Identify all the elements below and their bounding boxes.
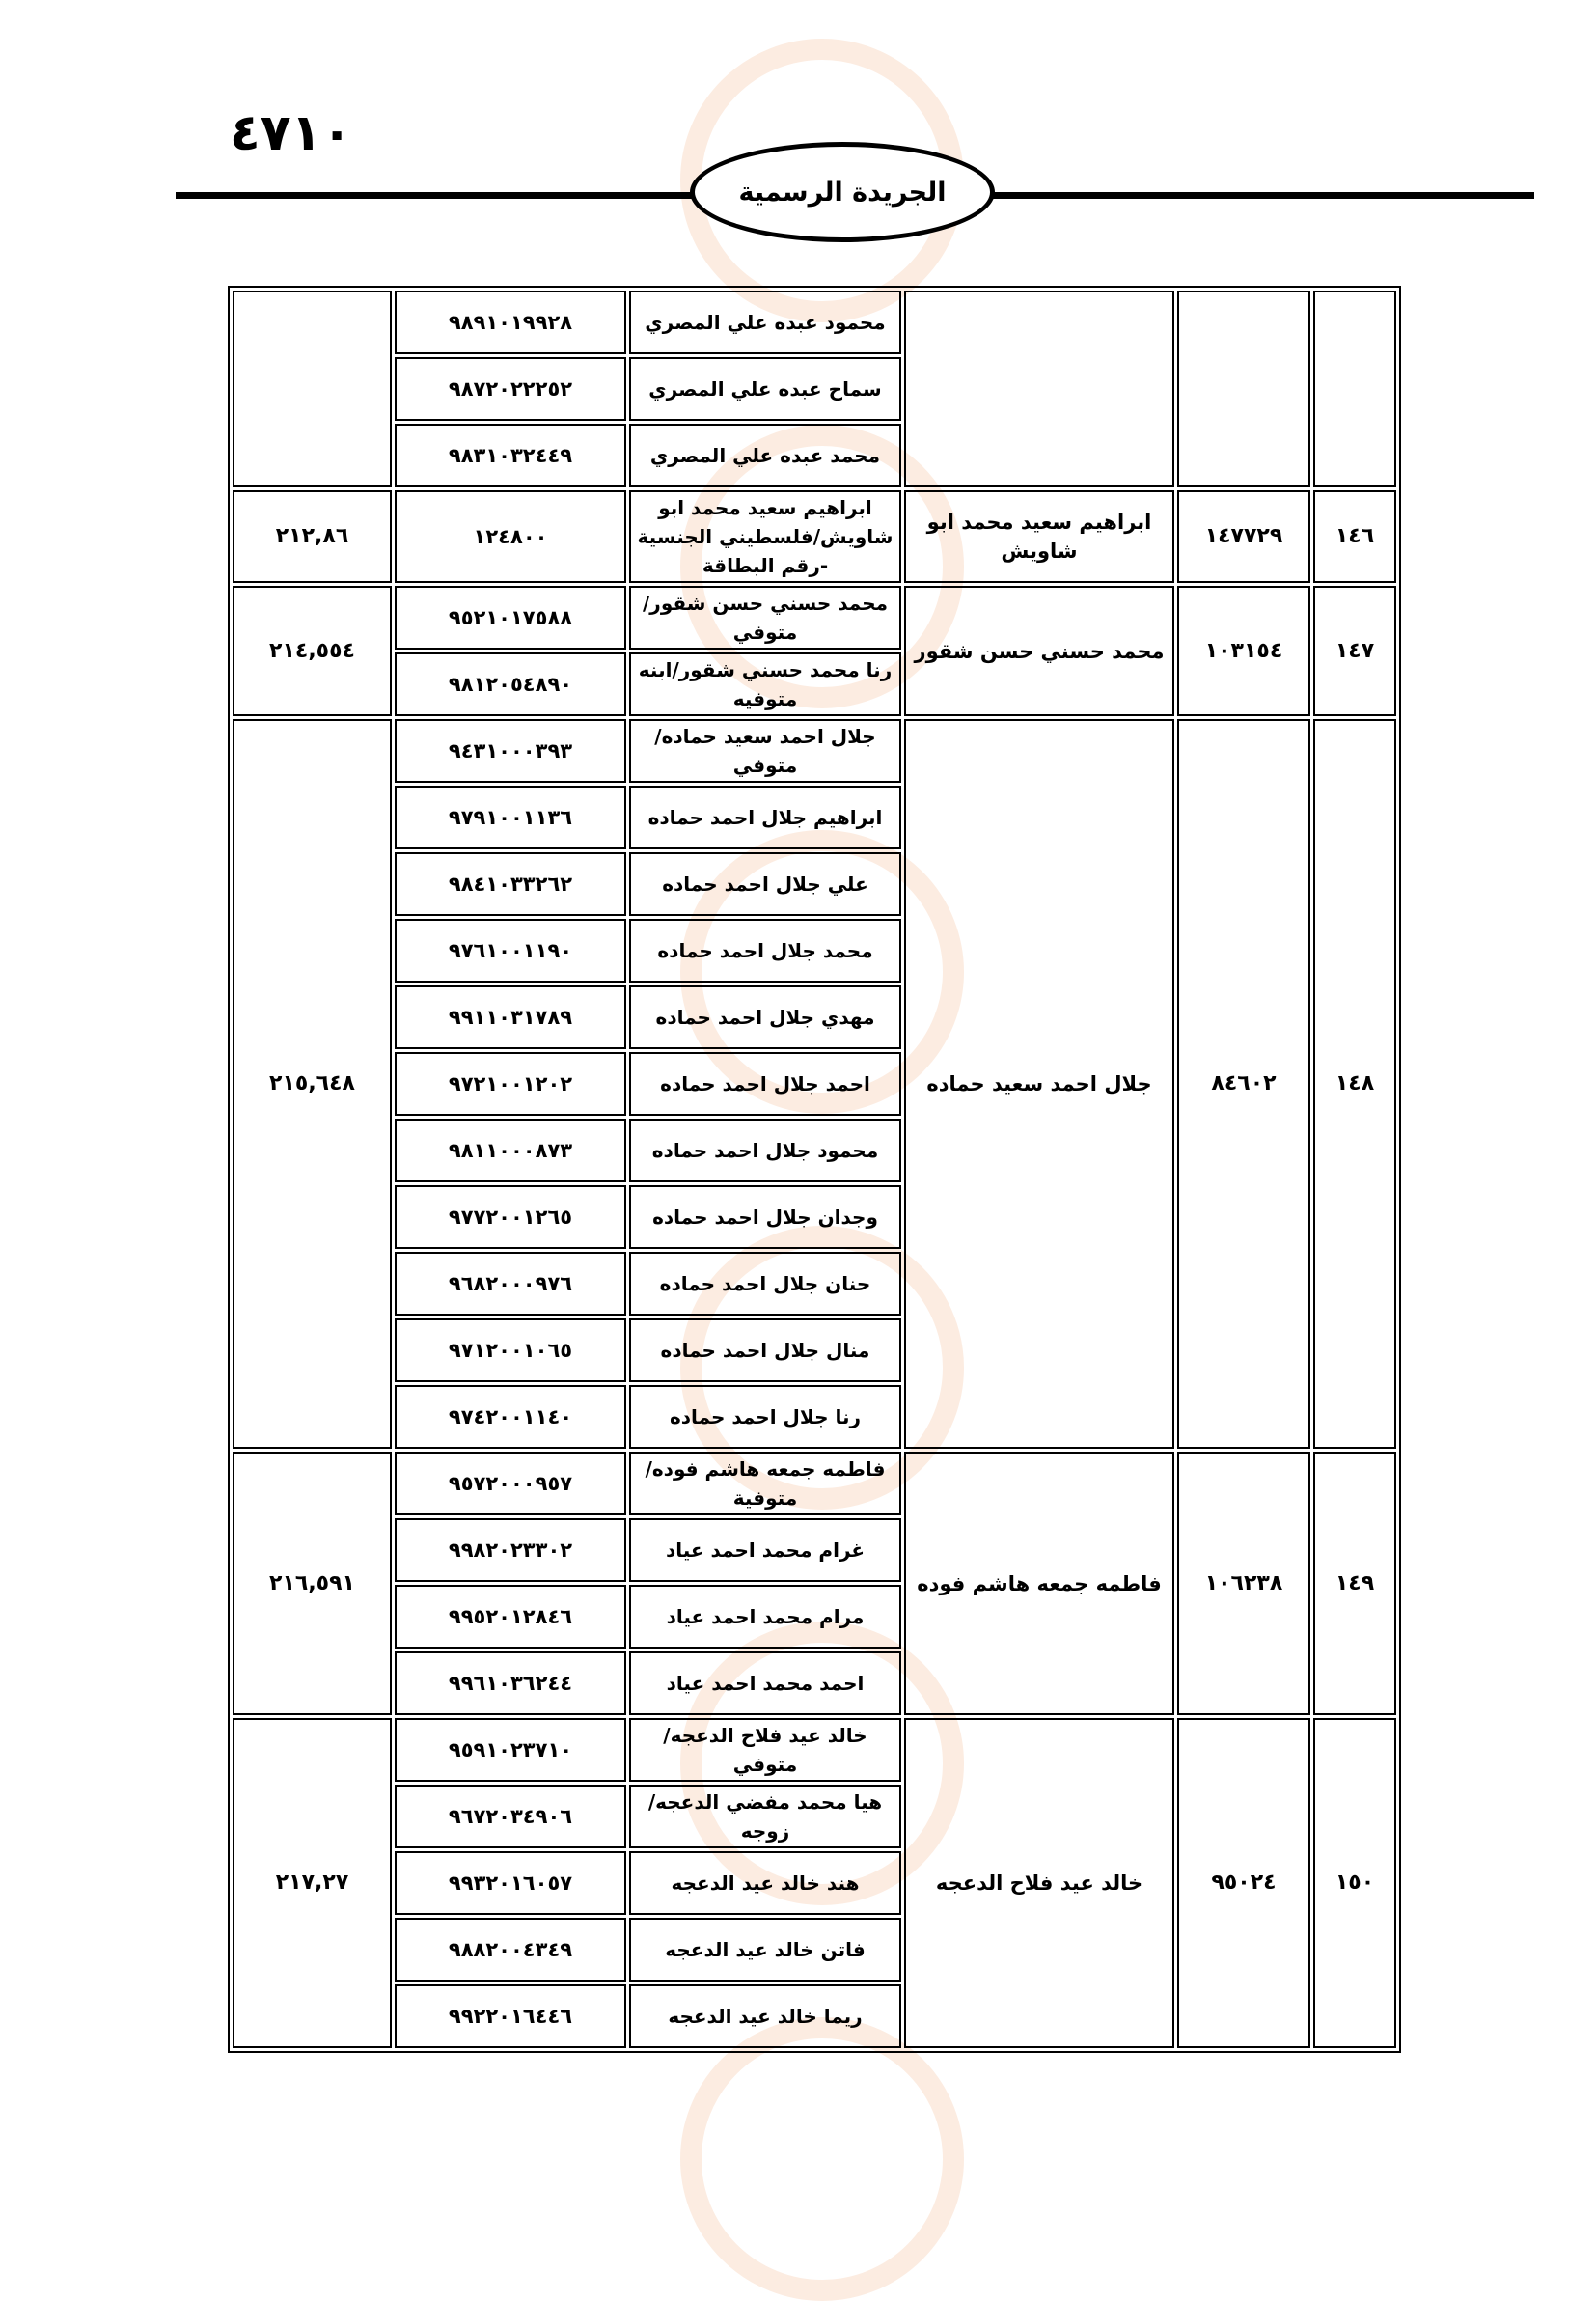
heir-name-cell: مرام محمد احمد عياد: [629, 1585, 901, 1649]
amount-cell: ٢١٦,٥٩١: [233, 1452, 392, 1715]
page-number: ٤٧١٠: [230, 104, 352, 162]
heir-id-cell: ٩٧٩١٠٠١١٣٦: [395, 786, 626, 849]
heir-id-cell: ٩٨٤١٠٣٣٢٦٢: [395, 852, 626, 916]
heir-name-cell: فاطمه جمعه هاشم فوده/ متوفية: [629, 1452, 901, 1515]
heir-id-cell: ٩٥٢١٠١٧٥٨٨: [395, 586, 626, 650]
heir-name-cell: خالد عيد فلاح الدعجه/ متوفي: [629, 1718, 901, 1782]
heir-id-cell: ٩٦٧٢٠٣٤٩٠٦: [395, 1785, 626, 1848]
table-row: [233, 586, 1396, 650]
heir-id-cell: ٩٩٨٢٠٢٣٣٠٢: [395, 1518, 626, 1582]
heir-name-cell: احمد محمد احمد عياد: [629, 1651, 901, 1715]
heir-name-cell: ريما خالد عيد الدعجه: [629, 1984, 901, 2048]
amount-cell: ٢١٤,٥٥٤: [233, 586, 392, 716]
deceased-number-cell: ١٤٧٧٢٩: [1177, 490, 1310, 583]
heir-id-cell: ٩٨٩١٠١٩٩٢٨: [395, 291, 626, 354]
seq-cell: ١٤٨: [1313, 719, 1396, 1449]
deceased-number-cell: ٩٥٠٢٤: [1177, 1718, 1310, 2048]
deceased-number-cell: ١٠٣١٥٤: [1177, 586, 1310, 716]
seq-cell: ١٤٩: [1313, 1452, 1396, 1715]
heirs-table: [228, 286, 1401, 2053]
deceased-number-cell: ١٠٦٢٣٨: [1177, 1452, 1310, 1715]
heir-name-cell: رنا محمد حسني شقور/ابنه متوفيه: [629, 652, 901, 716]
heir-id-cell: ٩٥٧٢٠٠٠٩٥٧: [395, 1452, 626, 1515]
amount-cell: ٢١٥,٦٤٨: [233, 719, 392, 1449]
seq-cell: [1313, 291, 1396, 487]
heir-name-cell: احمد جلال احمد حماده: [629, 1052, 901, 1116]
amount-cell: ٢١٧,٢٧: [233, 1718, 392, 2048]
gazette-title-oval: [690, 142, 995, 242]
heir-id-cell: ٩٨١١٠٠٠٨٧٣: [395, 1119, 626, 1182]
heir-name-cell: فاتن خالد عيد الدعجه: [629, 1918, 901, 1982]
seq-cell: ١٤٦: [1313, 490, 1396, 583]
heir-name-cell: محمود جلال احمد حماده: [629, 1119, 901, 1182]
heir-id-cell: ٩٩٣٢٠١٦٠٥٧: [395, 1851, 626, 1915]
heir-name-cell: ابراهيم سعيد محمد ابو شاويش/فلسطيني الجنسية -رقم البطاقة: [629, 490, 901, 583]
heir-name-cell: محمود عبده علي المصري: [629, 291, 901, 354]
heir-id-cell: ٩٩١١٠٣١٧٨٩: [395, 985, 626, 1049]
seq-cell: ١٥٠: [1313, 1718, 1396, 2048]
deceased-name-cell: خالد عيد فلاح الدعجه: [904, 1718, 1174, 2048]
heir-id-cell: ٩٦٨٢٠٠٠٩٧٦: [395, 1252, 626, 1316]
deceased-name-cell: جلال احمد سعيد حماده: [904, 719, 1174, 1449]
heir-id-cell: ٩٧٢١٠٠١٢٠٢: [395, 1052, 626, 1116]
heir-name-cell: مهدي جلال احمد حماده: [629, 985, 901, 1049]
heir-name-cell: رنا جلال احمد حماده: [629, 1385, 901, 1449]
heir-name-cell: ابراهيم جلال احمد حماده: [629, 786, 901, 849]
deceased-name-cell: فاطمه جمعه هاشم فوده: [904, 1452, 1174, 1715]
seq-cell: ١٤٧: [1313, 586, 1396, 716]
amount-cell: [233, 291, 392, 487]
heir-name-cell: سماح عبده علي المصري: [629, 357, 901, 421]
heir-id-cell: ٩٨٨٢٠٠٤٣٤٩: [395, 1918, 626, 1982]
deceased-number-cell: [1177, 291, 1310, 487]
heir-id-cell: ٩٨١٢٠٥٤٨٩٠: [395, 652, 626, 716]
heir-id-cell: ٩٥٩١٠٢٣٧١٠: [395, 1718, 626, 1782]
amount-cell: ٢١٢,٨٦: [233, 490, 392, 583]
heir-id-cell: ٩٧٧٢٠٠١٢٦٥: [395, 1185, 626, 1249]
deceased-name-cell: [904, 291, 1174, 487]
heir-name-cell: حنان جلال احمد حماده: [629, 1252, 901, 1316]
heir-name-cell: جلال احمد سعيد حماده/ متوفي: [629, 719, 901, 783]
deceased-name-cell: ابراهيم سعيد محمد ابو شاويش: [904, 490, 1174, 583]
heir-name-cell: علي جلال احمد حماده: [629, 852, 901, 916]
heir-name-cell: هيا محمد مفضي الدعجه/ زوجه: [629, 1785, 901, 1848]
heir-id-cell: ٩٤٣١٠٠٠٣٩٣: [395, 719, 626, 783]
heir-name-cell: محمد جلال احمد حماده: [629, 919, 901, 983]
heir-name-cell: غرام محمد احمد عياد: [629, 1518, 901, 1582]
heir-name-cell: منال جلال احمد حماده: [629, 1318, 901, 1382]
deceased-name-cell: محمد حسني حسن شقور: [904, 586, 1174, 716]
heir-id-cell: ٩٧٦١٠٠١١٩٠: [395, 919, 626, 983]
table-row: [233, 490, 1396, 583]
heir-name-cell: هند خالد عيد الدعجه: [629, 1851, 901, 1915]
heir-id-cell: ١٢٤٨٠٠: [395, 490, 626, 583]
gazette-title: الجريدة الرسمية: [738, 177, 947, 208]
heir-name-cell: محمد حسني حسن شقور/ متوفي: [629, 586, 901, 650]
table-row: [233, 1452, 1396, 1515]
heir-name-cell: وجدان جلال احمد حماده: [629, 1185, 901, 1249]
heir-id-cell: ٩٨٣١٠٣٢٤٤٩: [395, 424, 626, 487]
heir-name-cell: محمد عبده علي المصري: [629, 424, 901, 487]
heir-id-cell: ٩٩٦١٠٣٦٢٤٤: [395, 1651, 626, 1715]
watermark-logo: [680, 2017, 964, 2301]
heir-id-cell: ٩٩٢٢٠١٦٤٤٦: [395, 1984, 626, 2048]
heir-id-cell: ٩٧١٢٠٠١٠٦٥: [395, 1318, 626, 1382]
heir-id-cell: ٩٧٤٢٠٠١١٤٠: [395, 1385, 626, 1449]
heir-id-cell: ٩٩٥٢٠١٢٨٤٦: [395, 1585, 626, 1649]
heir-id-cell: ٩٨٧٢٠٢٢٢٥٢: [395, 357, 626, 421]
table-row: [233, 1718, 1396, 1782]
table-row: [233, 291, 1396, 354]
deceased-number-cell: ٨٤٦٠٢: [1177, 719, 1310, 1449]
table-row: [233, 719, 1396, 783]
